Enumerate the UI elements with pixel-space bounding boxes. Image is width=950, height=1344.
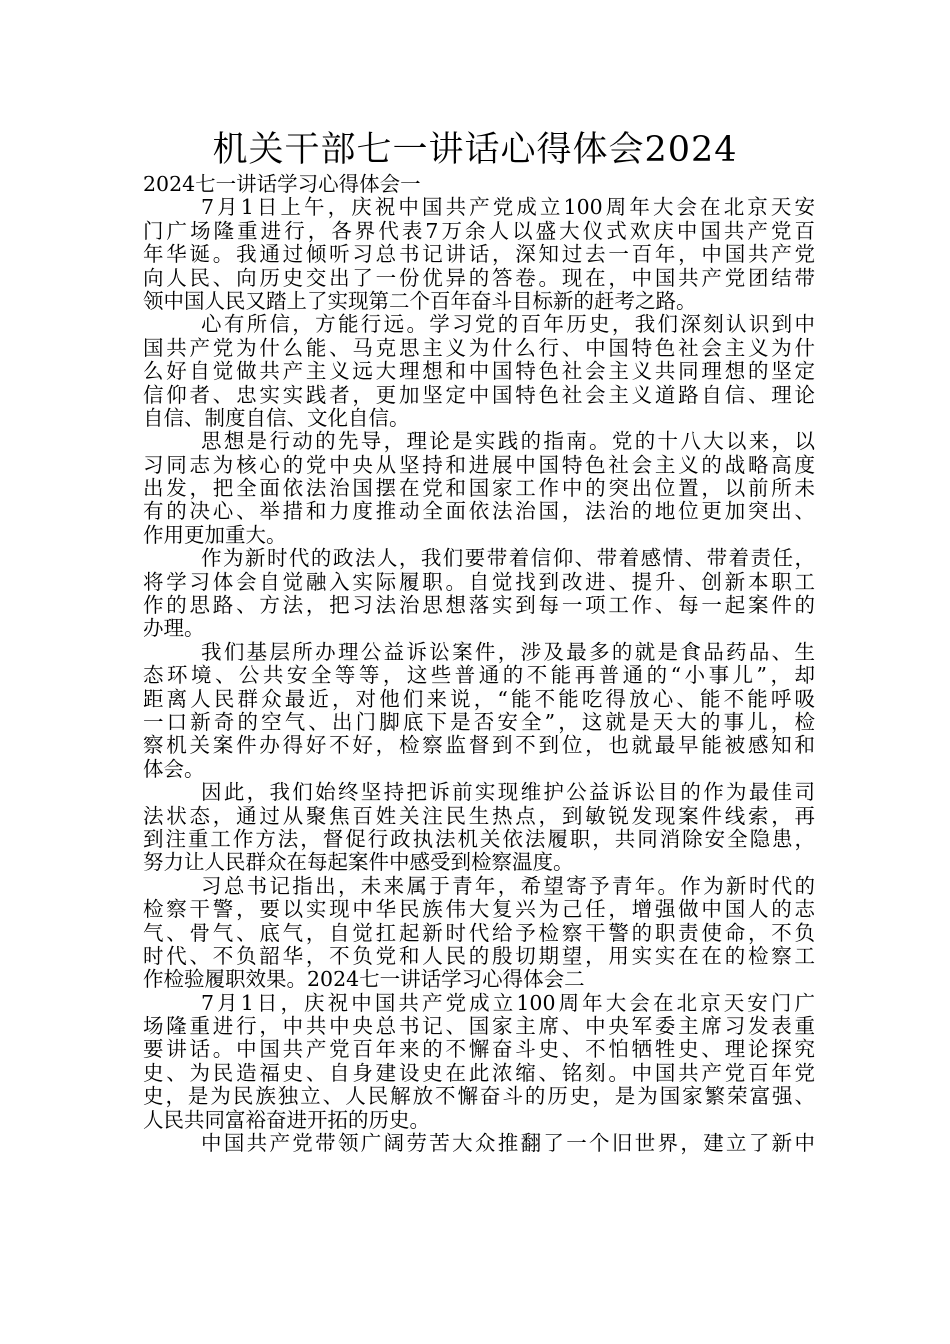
- text-line: 习同志为核心的党中央从坚持和进展中国特色社会主义的战略高度: [143, 453, 815, 477]
- text-line: 检察干警，要以实现中华民族伟大复兴为己任，增强做中国人的志: [143, 898, 815, 922]
- text-line: 出发，把全面依法治国摆在党和国家工作中的突出位置，以前所未: [143, 477, 815, 501]
- text-line: 7月1日上午，庆祝中国共产党成立100周年大会在北京天安: [201, 196, 815, 220]
- text-line: 史，是为民族独立、人民解放不懈奋斗的历史，是为国家繁荣富强、: [143, 1085, 815, 1109]
- text-line: 要讲话。中国共产党百年来的不懈奋斗史、不怕牺牲史、理论探究: [143, 1038, 815, 1062]
- text-line: 领中国人民又踏上了实现第二个百年奋斗目标新的赶考之路。: [143, 289, 697, 313]
- document-title: 机关干部七一讲话心得体会2024: [212, 130, 738, 170]
- text-line: 心有所信，方能行远。学习党的百年历史，我们深刻认识到中: [201, 313, 815, 337]
- text-line: 体会。: [143, 757, 205, 781]
- text-line: 作用更加重大。: [143, 523, 287, 547]
- document-body: [143, 173, 815, 1155]
- text-line: 人民共同富裕奋进开拓的历史。: [143, 1108, 430, 1132]
- text-line: 年华诞。我通过倾听习总书记讲话，深知过去一百年，中国共产党: [143, 243, 815, 267]
- text-line: 中国共产党带领广阔劳苦大众推翻了一个旧世界，建立了新中: [201, 1132, 815, 1156]
- text-line: 气、骨气、底气，自觉扛起新时代给予检察干警的职责使命，不负: [143, 921, 815, 945]
- text-line: 向人民、向历史交出了一份优异的答卷。现在，中国共产党团结带: [143, 266, 815, 290]
- text-line: 察机关案件办得好不好，检察监督到不到位，也就最早能被感知和: [143, 734, 815, 758]
- text-line: 时代、不负韶华，不负党和人民的殷切期望，用实实在在的检察工: [143, 944, 815, 968]
- text-line: 习总书记指出，未来属于青年，希望寄予青年。作为新时代的: [201, 874, 815, 898]
- text-line: 因此，我们始终坚持把诉前实现维护公益诉讼目的作为最佳司: [201, 781, 815, 805]
- text-line: 办理。: [143, 617, 205, 641]
- text-line: 将学习体会自觉融入实际履职。自觉找到改进、提升、创新本职工: [143, 570, 815, 594]
- text-line: 我们基层所办理公益诉讼案件，涉及最多的就是食品药品、生: [201, 640, 815, 664]
- text-line: 作为新时代的政法人，我们要带着信仰、带着感情、带着责任，: [201, 547, 815, 571]
- text-line: 到注重工作方法，督促行政执法机关依法履职，共同消除安全隐患，: [143, 827, 815, 851]
- text-line: 努力让人民群众在每起案件中感受到检察温度。: [143, 851, 574, 875]
- text-line: 作的思路、方法，把习法治思想落实到每一项工作、每一起案件的: [143, 594, 815, 618]
- text-line: 一口新奇的空气、出门脚底下是否安全”，这就是天大的事儿，检: [143, 710, 815, 734]
- text-line: 作检验履职效果。2024七一讲话学习心得体会二: [143, 968, 585, 992]
- text-line: 国共产党为什么能、马克思主义为什么行、中国特色社会主义为什: [143, 336, 815, 360]
- text-line: 思想是行动的先导，理论是实践的指南。党的十八大以来，以: [201, 430, 815, 454]
- text-line: 距离人民群众最近，对他们来说，“能不能吃得放心、能不能呼吸: [143, 687, 815, 711]
- text-line: 7月1日，庆祝中国共产党成立100周年大会在北京天安门广: [201, 991, 815, 1015]
- text-line: 自信、制度自信、文化自信。: [143, 406, 410, 430]
- text-line: 有的决心、举措和力度推动全面依法治国，法治的地位更加突出、: [143, 500, 815, 524]
- text-line: 2024七一讲话学习心得体会一: [143, 173, 421, 196]
- text-line: 场隆重进行，中共中央总书记、国家主席、中央军委主席习发表重: [143, 1015, 815, 1039]
- text-line: 态环境、公共安全等等，这些普通的不能再普通的“小事儿”，却: [143, 664, 815, 688]
- text-line: 史、为民造福史、自身建设史在此浓缩、铭刻。中国共产党百年党: [143, 1061, 815, 1085]
- text-line: 么好自觉做共产主义远大理想和中国特色社会主义共同理想的坚定: [143, 360, 815, 384]
- text-line: 法状态，通过从聚焦百姓关注民生热点，到敏锐发现案件线索，再: [143, 804, 815, 828]
- text-line: 信仰者、忠实实践者，更加坚定中国特色社会主义道路自信、理论: [143, 383, 815, 407]
- text-line: 门广场隆重进行，各界代表7万余人以盛大仪式欢庆中国共产党百: [143, 219, 815, 243]
